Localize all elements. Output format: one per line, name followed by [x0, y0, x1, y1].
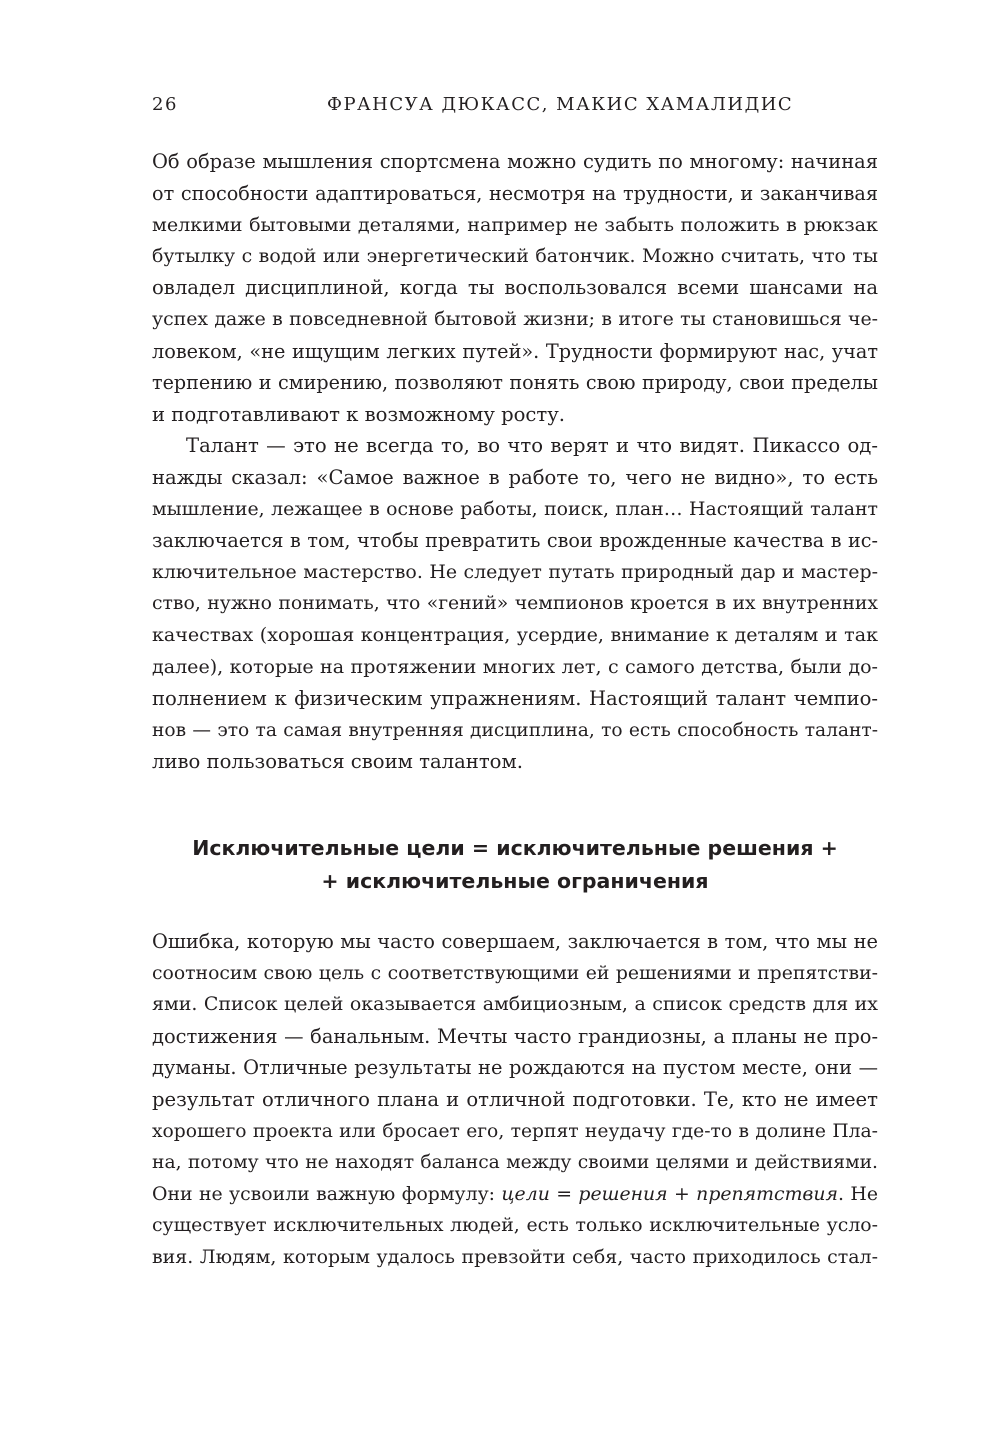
- formula-line: [152, 1179, 878, 1211]
- text-line: заключается в том, чтобы превратить свои врожденные качества в ис-: [152, 529, 878, 553]
- text-line: Об образе мышления спортсмена можно судить по многому: начиная: [152, 150, 878, 173]
- text-line: полнением к физическим упражнениям. Настоящий талант чемпио-: [152, 687, 878, 711]
- text-line: ловеком, «не ищущим легких путей». Трудности формируют нас, учат: [152, 339, 878, 363]
- text-line: нажды сказал: «Самое важное в работе то, чего не видно», то есть: [152, 465, 878, 489]
- paragraph-mindset: [152, 146, 878, 430]
- text-line: существует исключительных людей, есть только исключительные усло-: [152, 1215, 878, 1237]
- heading-line: Исключительные цели = исключительные решения +: [192, 836, 838, 860]
- section-1: [152, 146, 878, 778]
- section-2: [152, 926, 878, 1274]
- text-line: от способности адаптироваться, несмотря на трудности, и заканчивая: [152, 181, 878, 205]
- text-line: далее), которые на протяжении многих лет, с самого детства, были до-: [152, 655, 878, 678]
- text-line: мышление, лежащее в основе работы, поиск, план… Настоящий талант: [152, 497, 878, 520]
- text-line: соотносим свою цель с соответствующими ей решениями и препятстви-: [152, 962, 878, 984]
- text-line: ство, нужно понимать, что «гений» чемпионов кроется в их внутренних: [152, 593, 878, 615]
- text-line: ключительное мастерство. Не следует путать природный дар и мастер-: [152, 560, 878, 583]
- section-heading: [152, 832, 878, 898]
- text-line: нов — это та самая внутренняя дисциплина, то есть способность талант-: [152, 719, 878, 741]
- text-line: бутылку с водой или энергетический батончик. Можно считать, что ты: [152, 244, 878, 267]
- formula-line-end: . Не: [838, 1183, 878, 1205]
- text-line: достижения — банальным. Мечты часто грандиозны, а планы не про-: [152, 1024, 878, 1048]
- text-line: Ошибка, которую мы часто совершаем, заключается в том, что мы не: [152, 930, 878, 953]
- formula-text: цели = решения + препятствия: [501, 1183, 839, 1205]
- text-line: думаны. Отличные результаты не рождаются на пустом месте, они —: [152, 1056, 878, 1080]
- heading-line: + исключительные ограничения: [321, 869, 709, 893]
- paragraph-talent: [152, 430, 878, 778]
- header-authors: ФРАНСУА ДЮКАСС, МАКИС ХАМАЛИДИС: [327, 94, 794, 115]
- text-line: ливо пользоваться своим талантом.: [152, 750, 523, 774]
- text-line: хорошего проекта или бросает его, терпят неудачу где-то в долине Пла-: [152, 1120, 878, 1142]
- text-line: на, потому что не находят баланса между своими целями и действиями.: [152, 1152, 878, 1174]
- text-line: ями. Список целей оказывается амбициозным, а список средств для их: [152, 993, 878, 1016]
- text-line: Талант — это не всегда то, во что верят и что видят. Пикассо од-: [186, 434, 878, 458]
- text-line: вия. Людям, которым удалось превзойти себя, часто приходилось стал-: [152, 1245, 878, 1268]
- text-line: терпению и смирению, позволяют понять свою природу, свои пределы: [152, 371, 878, 395]
- text-line: результат отличного плана и отличной подготовки. Те, кто не имеет: [152, 1087, 878, 1111]
- text-line: и подготавливают к возможному росту.: [152, 402, 565, 426]
- text-line: овладел дисциплиной, когда ты воспользовался всеми шансами на: [152, 276, 878, 300]
- running-head: [152, 94, 852, 122]
- text-line: успех даже в повседневной бытовой жизни; в итоге ты становишься че-: [152, 307, 878, 330]
- text-line: мелкими бытовыми деталями, например не забыть положить в рюкзак: [152, 213, 878, 237]
- text-line: качествах (хорошая концентрация, усердие, внимание к деталям и так: [152, 623, 878, 646]
- page-number: 26: [152, 94, 178, 115]
- formula-line-start: Они не усвоили важную формулу:: [152, 1183, 502, 1205]
